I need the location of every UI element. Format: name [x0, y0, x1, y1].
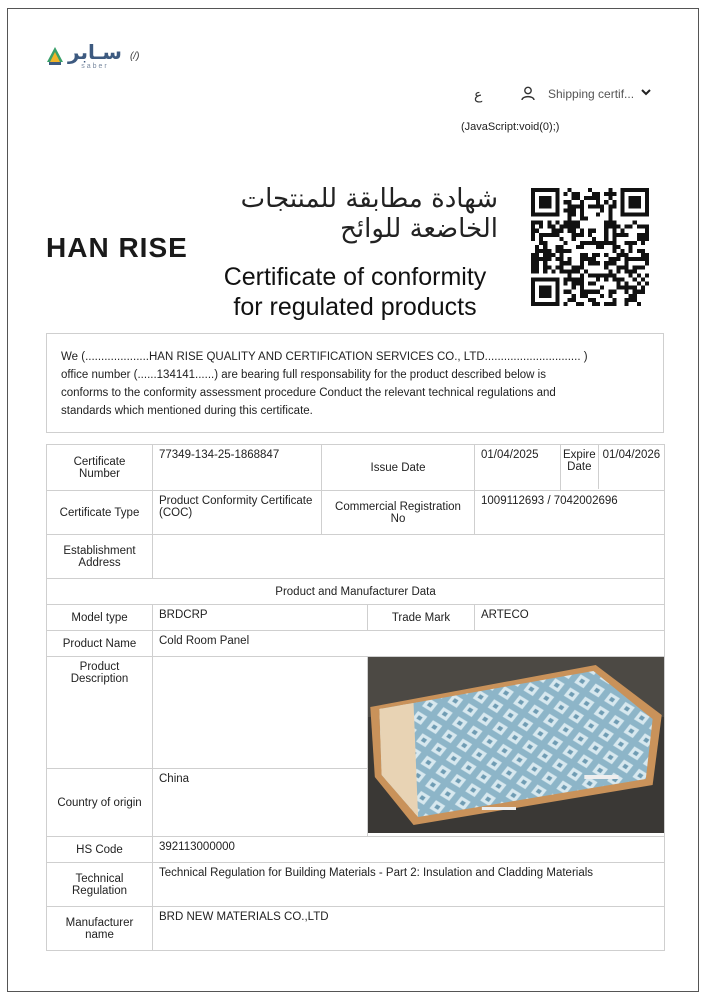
issue-date-label: Issue Date [322, 445, 475, 491]
expire-date-label: Expire Date [561, 445, 599, 489]
certificate-number-label: Certificate Number [47, 445, 153, 491]
table-row [47, 579, 665, 605]
hs-code: 392113000000 [153, 837, 665, 863]
responsibility-statement [46, 333, 664, 433]
statement-line: standards which mentioned during this certificate. [61, 405, 313, 417]
trade-mark: ARTECO [475, 605, 665, 631]
hs-code-label: HS Code [47, 837, 153, 863]
certificate-number: 77349-134-25-1868847 [153, 445, 322, 491]
title-arabic-line2: الخاضعة للوائح [340, 214, 498, 244]
product-name: Cold Room Panel [153, 631, 665, 657]
issue-date: 01/04/2025 [475, 445, 561, 491]
certificate-table [46, 444, 665, 951]
statement-line: We (....................HAN RISE QUALITY AND CERTIFICATION SERVICES CO., LTD.............................. ) [61, 351, 588, 363]
product-description-label: Product Description [47, 657, 153, 769]
logo-english: saber [81, 63, 109, 70]
chevron-down-icon[interactable] [641, 87, 651, 100]
title-english-line2: for regulated products [233, 293, 477, 321]
title-english [200, 262, 510, 322]
manufacturer-name-label: Manufacturer name [47, 907, 153, 951]
country-of-origin: China [153, 769, 368, 837]
statement-line: office number (......134141......) are bearing full responsability for the product described below is [61, 369, 546, 381]
technical-regulation: Technical Regulation for Building Materials - Part 2: Insulation and Cladding Materials [153, 863, 665, 907]
table-row [47, 657, 665, 769]
expire-date-cell [561, 445, 665, 491]
expire-date: 01/04/2026 [602, 449, 661, 461]
table-row [47, 535, 665, 579]
establishment-address [153, 535, 665, 579]
user-menu[interactable]: Shipping certif... [548, 87, 635, 101]
table-row [47, 605, 665, 631]
statement-line: conforms to the conformity assessment procedure Conduct the relevant technical regulations and [61, 387, 556, 399]
model-type: BRDCRP [153, 605, 368, 631]
manufacturer-name: BRD NEW MATERIALS CO.,LTD [153, 907, 665, 951]
certificate-type: Product Conformity Certificate (COC) [153, 491, 322, 535]
section-title: Product and Manufacturer Data [47, 579, 665, 605]
title-arabic [206, 184, 498, 244]
saber-logo-icon [46, 46, 64, 66]
technical-regulation-label: Technical Regulation [47, 863, 153, 907]
expire-date-wrap [561, 445, 664, 489]
logo-arabic: سـابر [68, 40, 122, 64]
trade-mark-label: Trade Mark [368, 605, 475, 631]
product-photo-cell [368, 657, 665, 837]
language-toggle[interactable]: ع [474, 86, 483, 102]
table-row [47, 907, 665, 951]
issuer-brand: HAN RISE [46, 232, 188, 263]
table-row [47, 445, 665, 491]
table-row [47, 837, 665, 863]
title-arabic-line1: شهادة مطابقة للمنتجات [240, 184, 498, 214]
javascript-void-link[interactable]: (JavaScript:void(0);) [461, 121, 560, 133]
qr-code [530, 188, 650, 306]
title-english-line1: Certificate of conformity [223, 263, 487, 291]
model-type-label: Model type [47, 605, 153, 631]
table-row [47, 863, 665, 907]
commercial-registration-label: Commercial Registration No [322, 491, 475, 535]
country-of-origin-label: Country of origin [47, 769, 153, 837]
user-icon[interactable] [521, 86, 535, 101]
product-description [153, 657, 368, 769]
commercial-registration: 1009112693 / 7042002696 [475, 491, 665, 535]
table-row [47, 631, 665, 657]
product-name-label: Product Name [47, 631, 153, 657]
table-row [47, 491, 665, 535]
certificate-type-label: Certificate Type [47, 491, 153, 535]
product-photo [368, 657, 664, 833]
saber-logo[interactable] [46, 42, 139, 70]
logo-link[interactable]: (/) [129, 50, 140, 62]
logo-text [68, 42, 122, 70]
establishment-address-label: Establishment Address [47, 535, 153, 579]
